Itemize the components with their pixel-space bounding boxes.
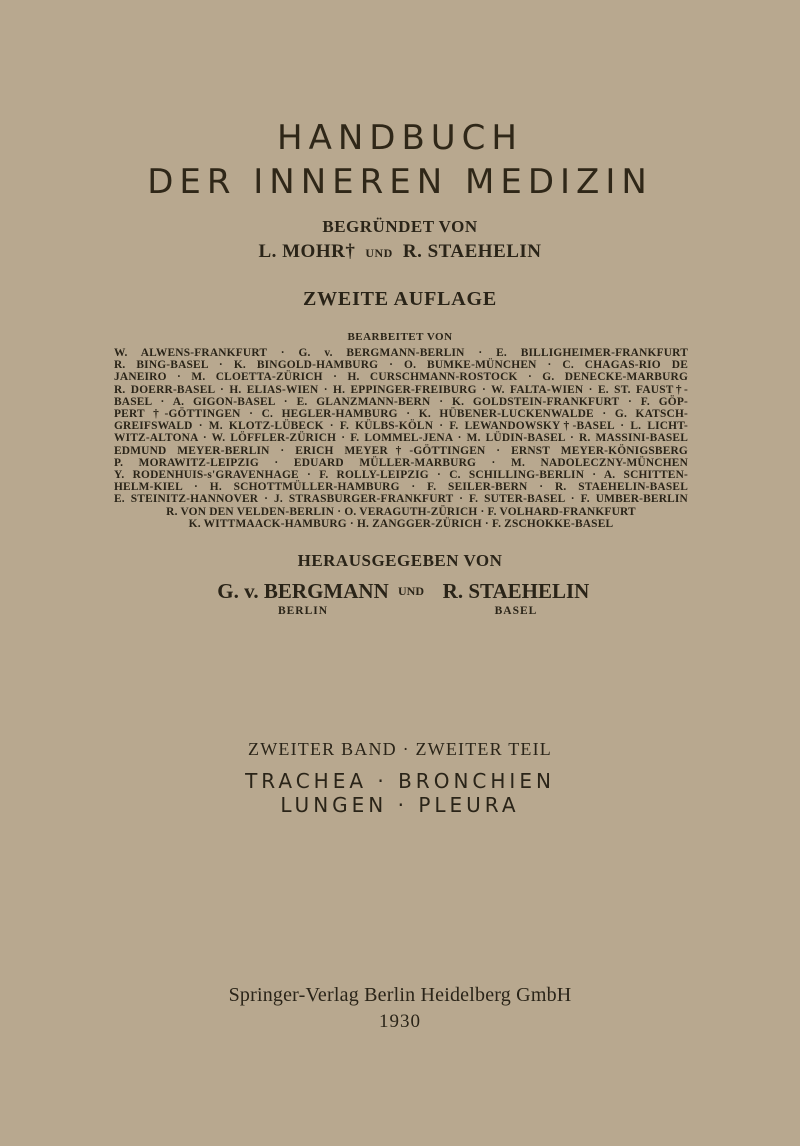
volume-band: ZWEITER BAND · ZWEITER TEIL: [248, 739, 552, 759]
edition: ZWEITE AUFLAGE: [302, 288, 498, 310]
volume-subject-1: TRACHEA · BRONCHIEN: [245, 769, 555, 793]
editors-und: UND: [398, 584, 424, 598]
editor-1-name: G. v. BERGMANN: [217, 579, 389, 603]
editor-2-place: BASEL: [494, 605, 538, 617]
contributors-list: [114, 347, 688, 530]
contributors-line: E. STEINITZ-HANNOVER · J. STRASBURGER-FRANKFURT · F. SUTER-BASEL · F. UMBER-BERLIN: [114, 493, 688, 506]
contributors-line: W. ALWENS-FRANKFURT · G. v. BERGMANN-BERLIN · E. BILLIGHEIMER-FRANKFURT: [114, 347, 688, 359]
founders: [0, 241, 800, 263]
contributors-line: Y. RODENHUIS-s'GRAVENHAGE · F. ROLLY-LEIPZIG · C. SCHILLING-BERLIN · A. SCHITTEN-: [114, 469, 688, 482]
editor-2: [436, 578, 596, 618]
title-line-1: HANDBUCH: [277, 118, 523, 158]
contributors-line: HELM-KIEL · H. SCHOTTMÜLLER-HAMBURG · F. SEILER-BERN · R. STAEHELIN-BASEL: [114, 481, 688, 494]
contributors-line: P. MORAWITZ-LEIPZIG · EDUARD MÜLLER-MARBURG · M. NADOLECZNY-MÜNCHEN: [114, 456, 688, 469]
contributors-line: BASEL · A. GIGON-BASEL · E. GLANZMANN-BERN · K. GOLDSTEIN-FRANKFURT · F. GÖP-: [114, 395, 688, 408]
contributors-line: R. DOERR-BASEL · H. ELIAS-WIEN · H. EPPINGER-FREIBURG · W. FALTA-WIEN · E. ST. FAUST†-: [114, 383, 688, 396]
publication-year: 1930: [379, 1011, 421, 1032]
founder-1: L. MOHR†: [258, 241, 356, 262]
contributors-line: PERT †-GÖTTINGEN · C. HEGLER-HAMBURG · K. HÜBENER-LUCKENWALDE · G. KATSCH-: [114, 408, 688, 421]
editor-1-place: BERLIN: [277, 605, 329, 617]
editors-label: HERAUSGEGEBEN VON: [297, 551, 503, 570]
contributors-label: BEARBEITET VON: [347, 331, 453, 343]
title-line-2: DER INNEREN MEDIZIN: [147, 162, 653, 202]
founder-2: R. STAEHELIN: [402, 241, 542, 262]
contributors-line: R. VON DEN VELDEN-BERLIN · O. VERAGUTH-ZÜRICH · F. VOLHARD-FRANKFURT: [166, 505, 636, 518]
editor-2-name: R. STAEHELIN: [442, 579, 590, 603]
contributors-line: K. WITTMAACK-HAMBURG · H. ZANGGER-ZÜRICH · F. ZSCHOKKE-BASEL: [188, 517, 614, 530]
editor-1: [208, 578, 398, 618]
founders-und: UND: [365, 246, 393, 260]
founded-label: BEGRÜNDET VON: [322, 217, 478, 236]
editors: [0, 578, 800, 618]
contributors-line: R. BING-BASEL · K. BINGOLD-HAMBURG · O. BUMKE-MÜNCHEN · C. CHAGAS-RIO DE: [114, 359, 688, 372]
contributors-line: WITZ-ALTONA · W. LÖFFLER-ZÜRICH · F. LOMMEL-JENA · M. LÜDIN-BASEL · R. MASSINI-BASEL: [114, 432, 688, 445]
contributors-line: JANEIRO · M. CLOETTA-ZÜRICH · H. CURSCHMANN-ROSTOCK · G. DENECKE-MARBURG: [114, 371, 688, 384]
contributors-line: GREIFSWALD · M. KLOTZ-LÜBECK · F. KÜLBS-KÖLN · F. LEWANDOWSKY†-BASEL · L. LICHT-: [114, 420, 688, 433]
contributors-line: EDMUND MEYER-BERLIN · ERICH MEYER†-GÖTTINGEN · ERNST MEYER-KÖNIGSBERG: [114, 444, 688, 457]
volume-subject-2: LUNGEN · PLEURA: [280, 793, 520, 817]
publisher: Springer-Verlag Berlin Heidelberg GmbH: [228, 984, 572, 1006]
